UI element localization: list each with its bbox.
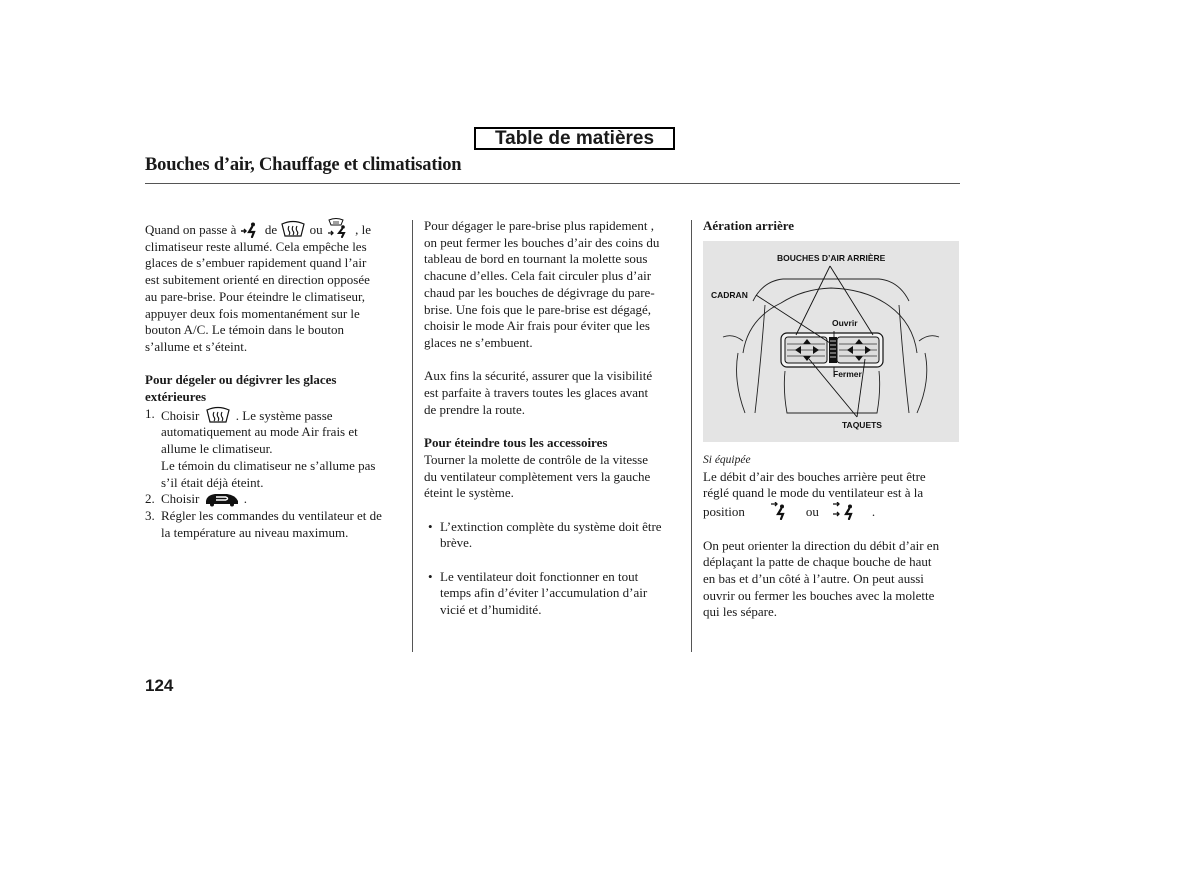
list-item: • Le ventilateur doit fonctionner en tout temps afin d’éviter l’accumulation d’air vicié et d’humidité. bbox=[428, 568, 648, 618]
list-item: 2. Choisir . bbox=[145, 491, 248, 507]
seated-person-floor-icon bbox=[831, 502, 859, 520]
section-heading-accessories: Pour éteindre tous les accessoires bbox=[424, 435, 608, 451]
label-close: Fermer bbox=[833, 369, 862, 379]
column-divider-2 bbox=[691, 220, 692, 652]
intro-paragraph-line-6: appuyer deux fois momentanément sur le bbox=[145, 305, 360, 321]
bi-level-vent-icon bbox=[769, 502, 791, 520]
label-tabs: TAQUETS bbox=[842, 420, 882, 430]
rear-vents-illustration bbox=[703, 241, 959, 442]
column-left bbox=[145, 218, 407, 541]
list-item: 1. Choisir . Le système passe automatiquement au mode Air frais et allume le climatiseur. Le témoin du climatiseur ne s’allume pas s’il était déjà éteint. bbox=[145, 405, 376, 490]
intro-paragraph-line-7: bouton A/C. Le témoin dans le bouton bbox=[145, 322, 344, 338]
car-fresh-air-icon bbox=[203, 491, 241, 507]
equipped-note: Si équipée bbox=[703, 454, 751, 466]
list-item: 3. Régler les commandes du ventilateur et de la température au niveau maximum. bbox=[145, 507, 382, 540]
list-item: • L’extinction complète du système doit être brève. bbox=[428, 518, 662, 551]
intro-paragraph-line-4: est subitement orienté en direction opposée bbox=[145, 272, 370, 288]
page-number: 124 bbox=[145, 676, 174, 695]
page-title: Bouches d’air, Chauffage et climatisation bbox=[145, 155, 462, 175]
section-heading-rear-vents: Aération arrière bbox=[703, 218, 795, 233]
seated-person-floor-icon bbox=[240, 222, 262, 238]
label-rear-vents: BOUCHES D’AIR ARRIÈRE bbox=[777, 253, 886, 263]
column-middle: Pour dégager le pare-brise plus rapidement , on peut fermer les bouches d’air des coins du tableau de bord en tournant la molette sous chacune d’elles. Cela fait circuler plus d’air chaud par les bouches de dégivrage du pare- brise. Une fois que le pare-brise est dégagé, choisir le mode Air frais pour éviter que les glaces ne s’embuent. Aux fins la sécurité, assurer que la visibilité est parfaite à travers toutes les glaces avant de prendre la route. Pour éteindre tous les accessoires Tourner la molette de contrôle de la vitesse du ventilateur complètement vers la gauche éteint le système. • L’extinction complète du système doit être brève. • Le ventilateur doit fonctionner en tout temps afin d’éviter l’accumulation d’air vicié et d’humidité. bbox=[424, 218, 686, 619]
intro-paragraph-line-2: climatiseur reste allumé. Cela empêche les bbox=[145, 238, 367, 254]
intro-paragraph-line-3: glaces de s’embuer rapidement quand l’air bbox=[145, 255, 367, 271]
section-heading-defrost-cont: extérieures bbox=[145, 389, 207, 405]
column-divider-1 bbox=[412, 220, 413, 652]
windshield-defrost-icon bbox=[203, 406, 233, 424]
bullet-icon: • bbox=[428, 518, 433, 534]
intro-paragraph-line-1: Quand on passe à de ou , le bbox=[145, 218, 407, 239]
table-of-contents-button[interactable]: Table de matières bbox=[474, 127, 675, 150]
section-heading-defrost: Pour dégeler ou dégivrer les glaces bbox=[145, 372, 337, 388]
column-right-body: Si équipée Le débit d’air des bouches arrière peut être réglé quand le mode du ventilateur est à la position ou . On peut orienter la direction du débit d’air en déplaçant la patte de chaque bouche de haut en bas et d’un côté à l’autre. On peut aussi ouvrir ou fermer les bouches avec la molette qui les sépare. bbox=[703, 452, 961, 621]
rear-console-drawing bbox=[703, 241, 959, 442]
bullet-icon: • bbox=[428, 568, 433, 584]
label-open: Ouvrir bbox=[832, 318, 858, 328]
windshield-defrost-icon bbox=[280, 220, 306, 238]
intro-paragraph-line-5: au pare-brise. Pour éteindre le climatiseur, bbox=[145, 288, 366, 304]
title-divider bbox=[145, 183, 960, 184]
column-right-heading bbox=[703, 218, 961, 235]
intro-paragraph-line-8: s’allume et s’éteint. bbox=[145, 338, 248, 354]
label-dial: CADRAN bbox=[711, 290, 748, 300]
floor-and-defrost-icon bbox=[326, 218, 352, 238]
